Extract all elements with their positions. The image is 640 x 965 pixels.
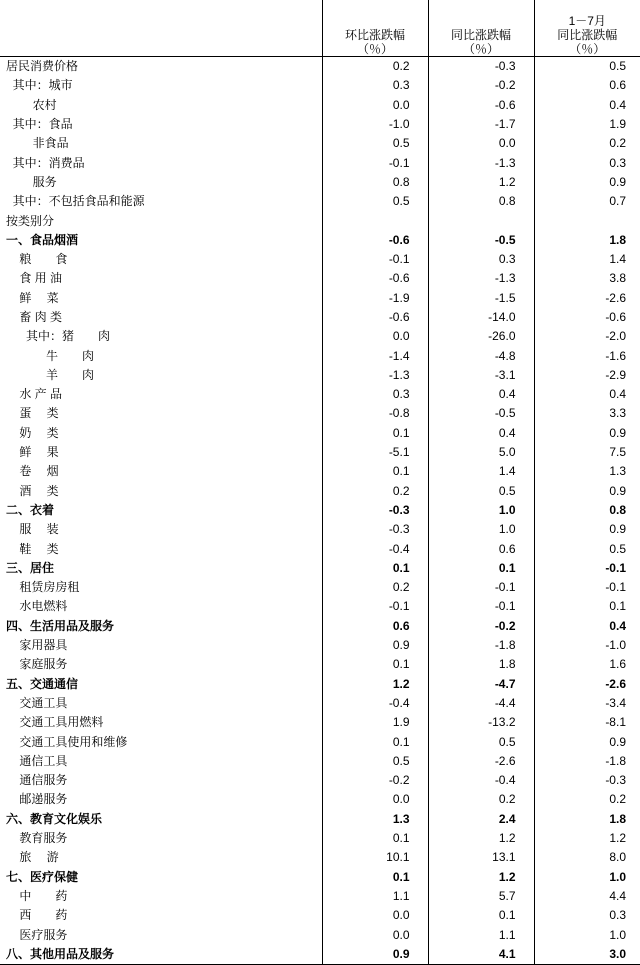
row-value-yoy: 1.0: [428, 520, 534, 539]
row-value-yoy: -0.1: [428, 578, 534, 597]
row-label: 三、居住: [0, 559, 322, 578]
row-value-ytd: -1.6: [534, 346, 640, 365]
row-value-yoy: 1.2: [428, 829, 534, 848]
row-value-mom: 0.1: [322, 867, 428, 886]
row-label: 蛋 类: [0, 404, 322, 423]
table-row: [0, 887, 640, 906]
row-value-mom: -1.4: [322, 346, 428, 365]
column-header-ytd: [534, 0, 640, 57]
row-value-mom: 1.1: [322, 887, 428, 906]
row-value-yoy: 4.1: [428, 945, 534, 965]
table-row: [0, 134, 640, 153]
row-value-yoy: -4.7: [428, 675, 534, 694]
table-row: [0, 173, 640, 192]
table-row: [0, 559, 640, 578]
row-label: 西 药: [0, 906, 322, 925]
row-value-mom: 0.0: [322, 906, 428, 925]
row-value-mom: -1.3: [322, 366, 428, 385]
row-value-mom: -0.6: [322, 231, 428, 250]
row-value-mom: 0.3: [322, 76, 428, 95]
row-label: 通信工具: [0, 752, 322, 771]
row-value-ytd: 0.4: [534, 385, 640, 404]
row-label: 邮递服务: [0, 790, 322, 809]
table-row: [0, 945, 640, 965]
row-value-mom: 0.1: [322, 732, 428, 751]
row-label: 其中：城市: [0, 76, 322, 95]
row-value-yoy: 0.4: [428, 385, 534, 404]
row-value-mom: -0.4: [322, 694, 428, 713]
row-value-mom: 0.0: [322, 96, 428, 115]
table-row: [0, 617, 640, 636]
table-row: [0, 867, 640, 886]
table-row: [0, 327, 640, 346]
row-value-mom: 0.1: [322, 559, 428, 578]
table-row: [0, 404, 640, 423]
row-value-ytd: -0.3: [534, 771, 640, 790]
table-row: [0, 115, 640, 134]
row-label: 鞋 类: [0, 539, 322, 558]
column-header-yoy-line1: 同比涨跌幅: [429, 28, 534, 42]
row-value-yoy: -2.6: [428, 752, 534, 771]
row-value-ytd: 0.9: [534, 173, 640, 192]
row-label: 粮 食: [0, 250, 322, 269]
table-row: [0, 713, 640, 732]
row-value-ytd: -2.9: [534, 366, 640, 385]
row-value-ytd: -2.6: [534, 675, 640, 694]
row-value-ytd: -1.0: [534, 636, 640, 655]
row-value-ytd: -0.1: [534, 578, 640, 597]
table-row: [0, 848, 640, 867]
row-value-ytd: 0.8: [534, 501, 640, 520]
row-value-yoy: 1.2: [428, 173, 534, 192]
row-label: 鲜 果: [0, 443, 322, 462]
row-value-ytd: 0.3: [534, 906, 640, 925]
row-value-ytd: 0.2: [534, 134, 640, 153]
row-value-ytd: -0.1: [534, 559, 640, 578]
row-value-mom: 0.0: [322, 327, 428, 346]
row-value-ytd: 1.8: [534, 231, 640, 250]
row-value-mom: -0.8: [322, 404, 428, 423]
row-value-yoy: 1.1: [428, 925, 534, 944]
row-value-ytd: 0.2: [534, 790, 640, 809]
table-row: [0, 385, 640, 404]
row-value-yoy: -0.3: [428, 57, 534, 77]
row-value-ytd: 0.5: [534, 539, 640, 558]
row-value-yoy: -1.7: [428, 115, 534, 134]
row-value-yoy: -3.1: [428, 366, 534, 385]
row-label: 奶 类: [0, 424, 322, 443]
row-value-mom: -0.1: [322, 250, 428, 269]
row-value-yoy: [428, 211, 534, 230]
row-value-ytd: [534, 211, 640, 230]
row-value-yoy: -0.4: [428, 771, 534, 790]
row-value-yoy: -1.3: [428, 153, 534, 172]
table-row: [0, 153, 640, 172]
table-row: [0, 578, 640, 597]
row-value-ytd: 1.4: [534, 250, 640, 269]
row-value-mom: 10.1: [322, 848, 428, 867]
row-label: 二、衣着: [0, 501, 322, 520]
row-label: 牛 肉: [0, 346, 322, 365]
row-value-ytd: -2.0: [534, 327, 640, 346]
row-value-ytd: 3.3: [534, 404, 640, 423]
table-row: [0, 250, 640, 269]
row-value-yoy: -26.0: [428, 327, 534, 346]
table-row: [0, 810, 640, 829]
row-value-ytd: 0.4: [534, 617, 640, 636]
row-value-yoy: -1.3: [428, 269, 534, 288]
row-value-yoy: 1.8: [428, 655, 534, 674]
row-value-mom: 1.3: [322, 810, 428, 829]
row-value-mom: 0.6: [322, 617, 428, 636]
row-value-mom: -1.0: [322, 115, 428, 134]
row-value-mom: 0.1: [322, 829, 428, 848]
row-value-yoy: 0.3: [428, 250, 534, 269]
row-value-yoy: -0.2: [428, 617, 534, 636]
table-row: [0, 790, 640, 809]
table-row: [0, 443, 640, 462]
column-header-ytd-line1: 1－7月: [535, 14, 640, 28]
row-label: 七、医疗保健: [0, 867, 322, 886]
row-value-yoy: 13.1: [428, 848, 534, 867]
row-value-yoy: 2.4: [428, 810, 534, 829]
row-value-yoy: -0.1: [428, 597, 534, 616]
table-row: [0, 96, 640, 115]
row-label: 服 装: [0, 520, 322, 539]
table-row: [0, 636, 640, 655]
row-label: 水 产 品: [0, 385, 322, 404]
row-value-mom: 0.3: [322, 385, 428, 404]
table-row: [0, 675, 640, 694]
row-value-mom: 0.2: [322, 578, 428, 597]
row-value-ytd: 0.9: [534, 520, 640, 539]
row-value-mom: 0.2: [322, 57, 428, 77]
table-row: [0, 501, 640, 520]
row-value-mom: 1.2: [322, 675, 428, 694]
row-value-yoy: 5.0: [428, 443, 534, 462]
row-value-mom: 0.5: [322, 752, 428, 771]
table-row: [0, 597, 640, 616]
row-label: 农村: [0, 96, 322, 115]
row-label: 交通工具: [0, 694, 322, 713]
row-value-yoy: 0.5: [428, 732, 534, 751]
row-label: 其中：食品: [0, 115, 322, 134]
row-value-yoy: -4.4: [428, 694, 534, 713]
row-label: 租赁房房租: [0, 578, 322, 597]
table-row: [0, 211, 640, 230]
row-value-ytd: 1.0: [534, 867, 640, 886]
table-row: [0, 289, 640, 308]
row-value-mom: 1.9: [322, 713, 428, 732]
row-value-ytd: 0.7: [534, 192, 640, 211]
row-value-yoy: 0.2: [428, 790, 534, 809]
row-value-mom: -0.4: [322, 539, 428, 558]
table-row: [0, 482, 640, 501]
table-header: [0, 0, 640, 57]
row-value-mom: 0.1: [322, 655, 428, 674]
row-value-yoy: 0.1: [428, 906, 534, 925]
row-label: 服务: [0, 173, 322, 192]
row-value-mom: -0.3: [322, 501, 428, 520]
row-value-yoy: -0.5: [428, 231, 534, 250]
table-row: [0, 57, 640, 77]
column-header-mom-line1: 环比涨跌幅: [323, 28, 428, 42]
row-value-mom: -0.1: [322, 153, 428, 172]
table-row: [0, 694, 640, 713]
row-value-yoy: 5.7: [428, 887, 534, 906]
row-label: 家用器具: [0, 636, 322, 655]
table-row: [0, 269, 640, 288]
column-header-mom-line2: （％）: [323, 42, 428, 56]
row-value-mom: -0.6: [322, 308, 428, 327]
row-value-ytd: -8.1: [534, 713, 640, 732]
row-value-yoy: 0.5: [428, 482, 534, 501]
column-header-mom: [322, 0, 428, 57]
row-value-yoy: -1.8: [428, 636, 534, 655]
row-value-yoy: 0.1: [428, 559, 534, 578]
row-value-yoy: 0.4: [428, 424, 534, 443]
row-value-ytd: 4.4: [534, 887, 640, 906]
table-row: [0, 192, 640, 211]
row-value-yoy: -0.6: [428, 96, 534, 115]
column-header-yoy-line2: （％）: [429, 42, 534, 56]
row-value-mom: 0.5: [322, 192, 428, 211]
row-value-ytd: 1.3: [534, 462, 640, 481]
row-label: 旅 游: [0, 848, 322, 867]
row-value-yoy: -13.2: [428, 713, 534, 732]
row-label: 食 用 油: [0, 269, 322, 288]
row-label: 居民消费价格: [0, 57, 322, 77]
row-label: 羊 肉: [0, 366, 322, 385]
row-label: 交通工具用燃料: [0, 713, 322, 732]
row-value-ytd: 1.6: [534, 655, 640, 674]
row-label: 家庭服务: [0, 655, 322, 674]
row-label: 按类别分: [0, 211, 322, 230]
row-label: 非食品: [0, 134, 322, 153]
row-value-ytd: 1.8: [534, 810, 640, 829]
row-value-mom: 0.0: [322, 925, 428, 944]
table-row: [0, 752, 640, 771]
row-label: 交通工具使用和维修: [0, 732, 322, 751]
row-value-yoy: 1.4: [428, 462, 534, 481]
row-value-ytd: -0.6: [534, 308, 640, 327]
table-row: [0, 308, 640, 327]
row-value-yoy: 0.6: [428, 539, 534, 558]
table-row: [0, 732, 640, 751]
row-value-ytd: 0.5: [534, 57, 640, 77]
row-value-yoy: 1.0: [428, 501, 534, 520]
row-value-mom: -0.6: [322, 269, 428, 288]
row-label: 医疗服务: [0, 925, 322, 944]
row-value-ytd: 1.9: [534, 115, 640, 134]
table-row: [0, 829, 640, 848]
row-label: 鲜 菜: [0, 289, 322, 308]
row-value-mom: -0.3: [322, 520, 428, 539]
row-value-ytd: -2.6: [534, 289, 640, 308]
row-value-ytd: 0.3: [534, 153, 640, 172]
row-value-yoy: -14.0: [428, 308, 534, 327]
row-value-ytd: 0.1: [534, 597, 640, 616]
row-value-mom: [322, 211, 428, 230]
row-label: 一、食品烟酒: [0, 231, 322, 250]
row-value-yoy: -0.2: [428, 76, 534, 95]
row-value-mom: -0.2: [322, 771, 428, 790]
row-value-ytd: 0.6: [534, 76, 640, 95]
table-row: [0, 520, 640, 539]
table-row: [0, 76, 640, 95]
table-row: [0, 655, 640, 674]
row-label: 其中：不包括食品和能源: [0, 192, 322, 211]
row-value-ytd: 0.4: [534, 96, 640, 115]
table-row: [0, 366, 640, 385]
table-row: [0, 346, 640, 365]
row-label: 通信服务: [0, 771, 322, 790]
table-row: [0, 906, 640, 925]
column-header-ytd-line3: （％）: [535, 42, 640, 56]
table-body: [0, 57, 640, 965]
row-value-ytd: -1.8: [534, 752, 640, 771]
table-row: [0, 539, 640, 558]
column-header-yoy: [428, 0, 534, 57]
row-value-ytd: 1.2: [534, 829, 640, 848]
row-value-ytd: 1.0: [534, 925, 640, 944]
row-value-mom: -5.1: [322, 443, 428, 462]
row-value-mom: 0.9: [322, 945, 428, 965]
row-value-ytd: -3.4: [534, 694, 640, 713]
row-label: 四、生活用品及服务: [0, 617, 322, 636]
table-row: [0, 925, 640, 944]
row-value-mom: 0.0: [322, 790, 428, 809]
row-value-yoy: 0.8: [428, 192, 534, 211]
row-value-yoy: 0.0: [428, 134, 534, 153]
row-label: 其中：消费品: [0, 153, 322, 172]
row-label: 五、交通通信: [0, 675, 322, 694]
row-label: 中 药: [0, 887, 322, 906]
row-value-yoy: -0.5: [428, 404, 534, 423]
row-value-ytd: 0.9: [534, 482, 640, 501]
row-value-yoy: -4.8: [428, 346, 534, 365]
row-value-yoy: 1.2: [428, 867, 534, 886]
row-label: 卷 烟: [0, 462, 322, 481]
row-value-mom: 0.1: [322, 462, 428, 481]
row-value-mom: 0.2: [322, 482, 428, 501]
row-label: 其中：猪 肉: [0, 327, 322, 346]
row-value-ytd: 3.0: [534, 945, 640, 965]
row-value-mom: 0.1: [322, 424, 428, 443]
row-label: 八、其他用品及服务: [0, 945, 322, 965]
row-label: 水电燃料: [0, 597, 322, 616]
row-value-mom: 0.9: [322, 636, 428, 655]
row-value-mom: -0.1: [322, 597, 428, 616]
row-value-ytd: 0.9: [534, 424, 640, 443]
column-header-ytd-line2: 同比涨跌幅: [535, 28, 640, 42]
column-header-label: [0, 0, 322, 57]
row-label: 教育服务: [0, 829, 322, 848]
row-value-ytd: 7.5: [534, 443, 640, 462]
row-value-mom: 0.8: [322, 173, 428, 192]
row-value-ytd: 8.0: [534, 848, 640, 867]
row-value-mom: 0.5: [322, 134, 428, 153]
row-value-mom: -1.9: [322, 289, 428, 308]
row-label: 六、教育文化娱乐: [0, 810, 322, 829]
row-value-ytd: 3.8: [534, 269, 640, 288]
row-value-ytd: 0.9: [534, 732, 640, 751]
row-label: 酒 类: [0, 482, 322, 501]
row-value-yoy: -1.5: [428, 289, 534, 308]
table-row: [0, 231, 640, 250]
row-label: 畜 肉 类: [0, 308, 322, 327]
table-row: [0, 424, 640, 443]
table-row: [0, 771, 640, 790]
table-row: [0, 462, 640, 481]
